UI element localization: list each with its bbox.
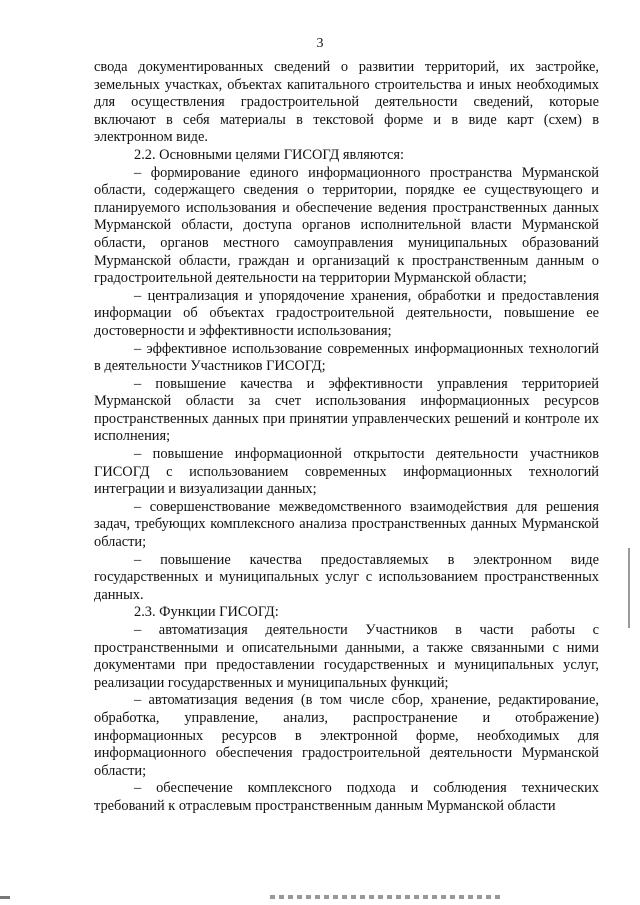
scan-artifact-bottom xyxy=(270,895,500,899)
paragraph: – обеспечение комплексного подхода и соблюдения технических требований к отраслевым пространственным данным Мурманской области xyxy=(94,780,599,814)
document-body xyxy=(94,59,599,816)
paragraph: – эффективное использование современных информационных технологий в деятельности Участников ГИСОГД; xyxy=(94,340,599,375)
paragraph: свода документированных сведений о развитии территорий, их застройке, земельных участках, объектах капитального строительства и иных необходимых для осуществления градостроительной деятельности сведений, которые включают в себя материалы в текстовой форме и в виде карт (схем) в электронном виде. xyxy=(94,59,599,146)
paragraph: 2.3. Функции ГИСОГД: xyxy=(134,604,279,621)
paragraph: – централизация и упорядочение хранения, обработки и предоставления информации об объектах градостроительной деятельности, повышение ее достоверности и эффективности использования; xyxy=(94,287,599,339)
paragraph: – формирование единого информационного пространства Мурманской области, содержащего сведения о территории, порядке ее существующего и планируемого использования и обеспечение ведения пространственных данных Мурманской области, доступа органов исполнительной власти Мурманской области, органов местного самоуправления муниципальных образований Мурманской области, граждан и организаций к пространственным данным о градостроительной деятельности на территории Мурманской области; xyxy=(94,164,599,287)
page-number: 3 xyxy=(316,36,324,51)
paragraph: 2.2. Основными целями ГИСОГД являются: xyxy=(134,146,404,163)
scan-artifact-corner xyxy=(0,896,10,899)
paragraph: – автоматизация деятельности Участников в части работы с пространственными и описательными данными, а также связанными с ними документами при предоставлении государственных и муниципальных услуг, реализации государственных и муниципальных функций; xyxy=(94,622,599,691)
scan-artifact-right-edge xyxy=(628,548,630,628)
paragraph: – повышение информационной открытости деятельности участников ГИСОГД с использованием современных информационных технологий интеграции и визуализации данных; xyxy=(94,446,599,498)
paragraph: – автоматизация ведения (в том числе сбор, хранение, редактирование, обработка, управление, анализ, распространение и отображение) информационных ресурсов в электронной форме, необходимых для информационного обеспечения градостроительной деятельности Мурманской области; xyxy=(94,692,599,779)
paragraph: – повышение качества и эффективности управления территорией Мурманской области за счет использования информационных ресурсов пространственных данных при принятии управленческих решений и контроле их исполнения; xyxy=(94,375,599,445)
paragraph: – совершенствование межведомственного взаимодействия для решения задач, требующих комплексного анализа пространственных данных Мурманской области; xyxy=(94,498,599,551)
paragraph: – повышение качества предоставляемых в электронном виде государственных и муниципальных услуг с использованием пространственных данных. xyxy=(94,551,599,603)
